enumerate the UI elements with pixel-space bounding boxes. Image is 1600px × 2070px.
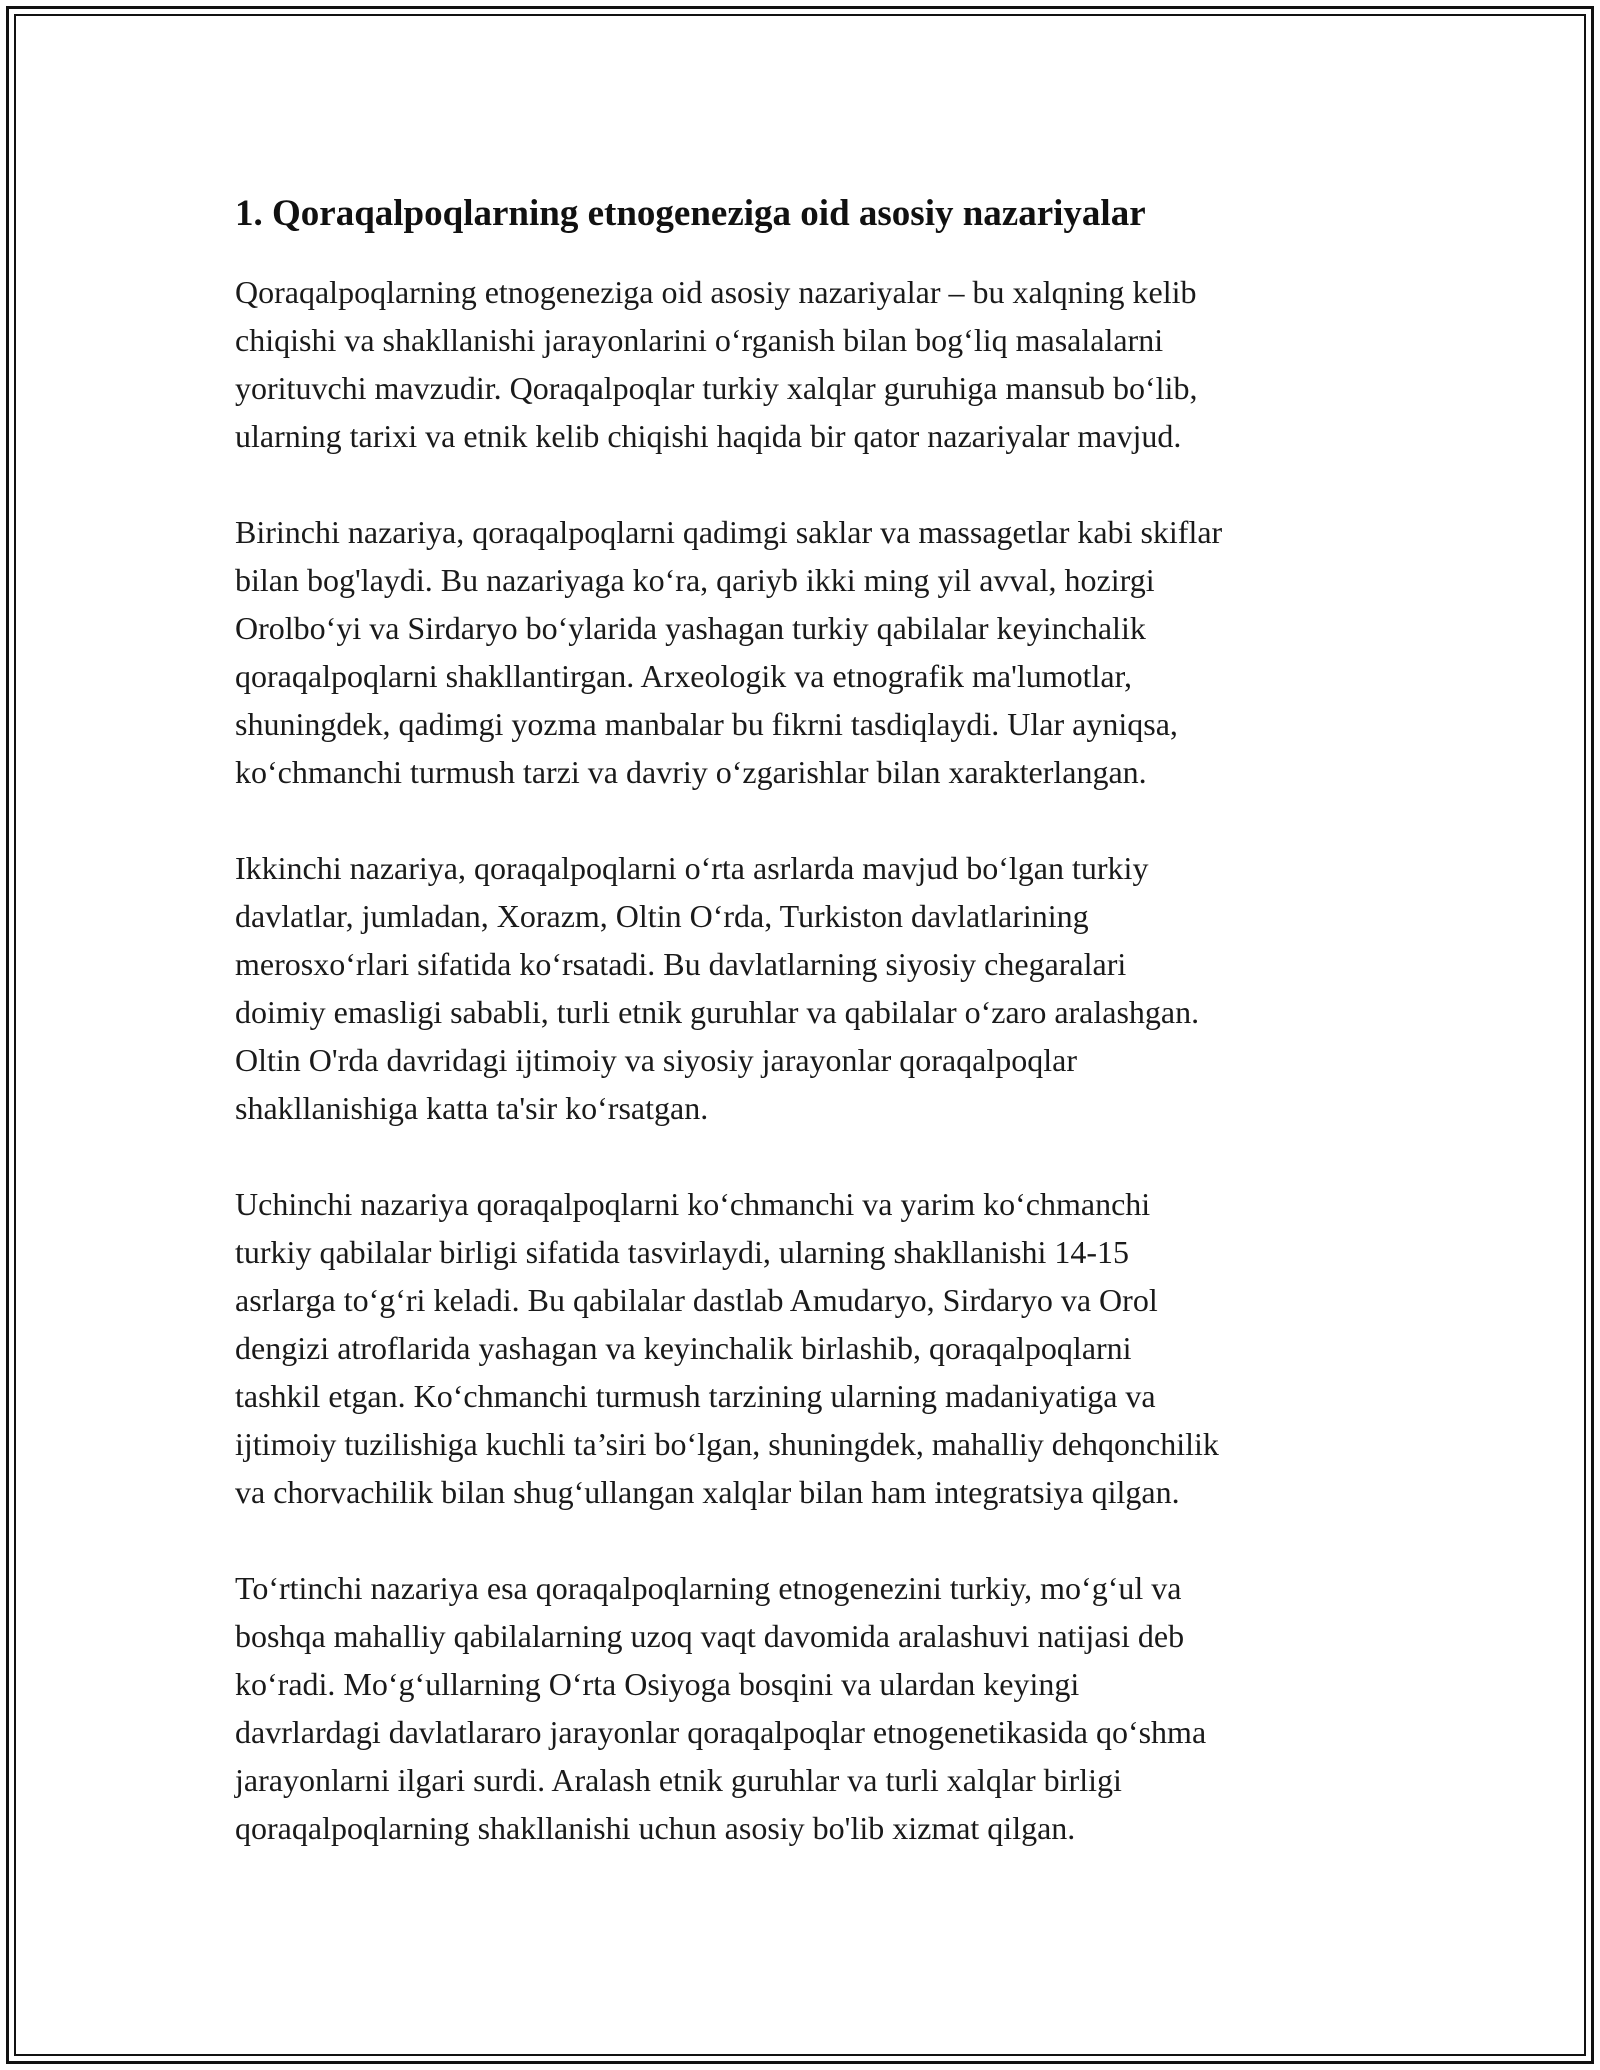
paragraph-line: To‘rtinchi nazariya esa qoraqalpoqlarning etnogenezini turkiy, mo‘g‘ul va <box>235 1570 1182 1606</box>
paragraph-line: qoraqalpoqlarning shakllanishi uchun asosiy bo'lib xizmat qilgan. <box>235 1810 1076 1846</box>
paragraph-line: asrlarga to‘g‘ri keladi. Bu qabilalar dastlab Amudaryo, Sirdaryo va Orol <box>235 1282 1158 1318</box>
paragraph-line: qoraqalpoqlarni shakllantirgan. Arxeologik va etnografik ma'lumotlar, <box>235 658 1132 694</box>
paragraph-line: shuningdek, qadimgi yozma manbalar bu fikrni tasdiqlaydi. Ular ayniqsa, <box>235 706 1178 742</box>
paragraph-line: jarayonlarni ilgari surdi. Aralash etnik guruhlar va turli xalqlar birligi <box>235 1762 1122 1798</box>
paragraph-line: boshqa mahalliy qabilalarning uzoq vaqt davomida aralashuvi natijasi deb <box>235 1618 1185 1654</box>
paragraph-line: Orolbo‘yi va Sirdaryo bo‘ylarida yashagan turkiy qabilalar keyinchalik <box>235 610 1146 646</box>
paragraph-line: davlatlar, jumladan, Xorazm, Oltin O‘rda, Turkiston davlatlarining <box>235 898 1089 934</box>
paragraph <box>235 1564 1385 1852</box>
paragraph-line: ijtimoiy tuzilishiga kuchli ta’siri bo‘lgan, shuningdek, mahalliy dehqonchilik <box>235 1426 1219 1462</box>
paragraph-line: Birinchi nazariya, qoraqalpoqlarni qadimgi saklar va massagetlar kabi skiflar <box>235 514 1223 550</box>
paragraph <box>235 268 1385 460</box>
paragraph-list <box>235 268 1385 1852</box>
paragraph <box>235 1180 1385 1516</box>
paragraph-line: va chorvachilik bilan shug‘ullangan xalqlar bilan ham integratsiya qilgan. <box>235 1474 1180 1510</box>
paragraph-line: Qoraqalpoqlarning etnogeneziga oid asosiy nazariyalar – bu xalqning kelib <box>235 274 1197 310</box>
paragraph-line: turkiy qabilalar birligi sifatida tasvirlaydi, ularning shakllanishi 14-15 <box>235 1234 1130 1270</box>
paragraph-line: chiqishi va shakllanishi jarayonlarini o‘rganish bilan bog‘liq masalalarni <box>235 322 1164 358</box>
paragraph-line: ko‘radi. Mo‘g‘ullarning O‘rta Osiyoga bosqini va ulardan keyingi <box>235 1666 1080 1702</box>
paragraph-line: shakllanishiga katta ta'sir ko‘rsatgan. <box>235 1090 709 1126</box>
paragraph-line: yorituvchi mavzudir. Qoraqalpoqlar turkiy xalqlar guruhiga mansub bo‘lib, <box>235 370 1198 406</box>
paragraph-line: dengizi atroflarida yashagan va keyinchalik birlashib, qoraqalpoqlarni <box>235 1330 1132 1366</box>
paragraph-line: tashkil etgan. Ko‘chmanchi turmush tarzining ularning madaniyatiga va <box>235 1378 1156 1414</box>
paragraph-line: davrlardagi davlatlararo jarayonlar qoraqalpoqlar etnogenetikasida qo‘shma <box>235 1714 1207 1750</box>
paragraph-line: doimiy emasligi sababli, turli etnik guruhlar va qabilalar o‘zaro aralashgan. <box>235 994 1200 1030</box>
paragraph-line: bilan bog'laydi. Bu nazariyaga ko‘ra, qariyb ikki ming yil avval, hozirgi <box>235 562 1155 598</box>
paragraph-line: merosxo‘rlari sifatida ko‘rsatadi. Bu davlatlarning siyosiy chegaralari <box>235 946 1127 982</box>
paragraph-line: Oltin O'rda davridagi ijtimoiy va siyosiy jarayonlar qoraqalpoqlar <box>235 1042 1077 1078</box>
paragraph-line: Ikkinchi nazariya, qoraqalpoqlarni o‘rta asrlarda mavjud bo‘lgan turkiy <box>235 850 1149 886</box>
paragraph-line: Uchinchi nazariya qoraqalpoqlarni ko‘chmanchi va yarim ko‘chmanchi <box>235 1186 1151 1222</box>
paragraph-line: ko‘chmanchi turmush tarzi va davriy o‘zgarishlar bilan xarakterlangan. <box>235 754 1147 790</box>
document-body <box>235 188 1385 1900</box>
section-heading: 1. Qoraqalpoqlarning etnogeneziga oid asosiy nazariyalar <box>235 193 1146 234</box>
paragraph <box>235 508 1385 796</box>
paragraph-line: ularning tarixi va etnik kelib chiqishi haqida bir qator nazariyalar mavjud. <box>235 418 1182 454</box>
paragraph <box>235 844 1385 1132</box>
